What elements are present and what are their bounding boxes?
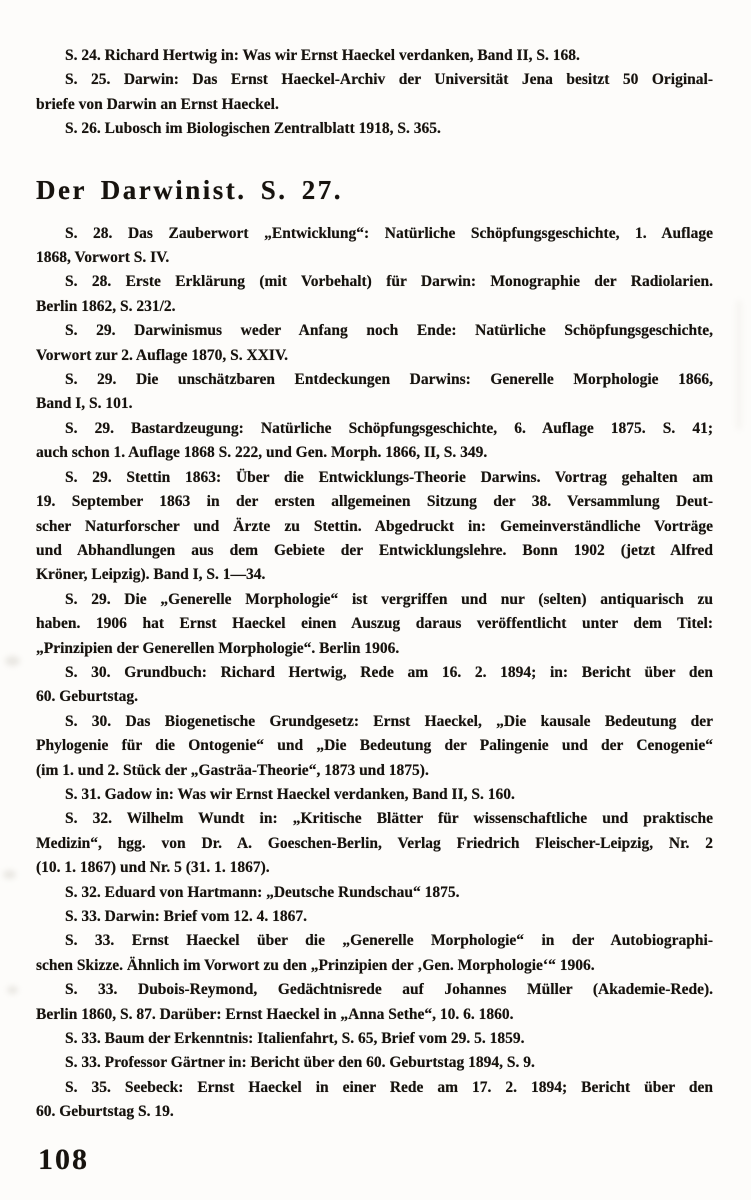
note-entry: [36, 117, 713, 141]
scan-artifact: [7, 986, 18, 994]
note-entry: [36, 368, 713, 417]
note-line: 19. September 1863 in der ersten allgemeinen Sitzung der 38. Versammlung Deut-: [36, 493, 713, 511]
note-line: und Abhandlungen aus dem Gebiete der Entwicklungslehre. Bonn 1902 (jetzt Alfred: [36, 541, 713, 559]
note-entry: [36, 929, 713, 978]
note-line: S. 30. Grundbuch: Richard Hertwig, Rede am 16. 2. 1894; in: Bericht über den: [65, 663, 713, 681]
note-line: 60. Geburtstag S. 19.: [36, 1103, 174, 1121]
note-line: haben. 1906 hat Ernst Haeckel einen Auszug daraus veröffentlicht unter dem Titel:: [36, 615, 713, 633]
note-entry: [36, 661, 713, 710]
note-line: „Prinzipien der Generellen Morphologie“. Berlin 1906.: [36, 639, 400, 657]
note-line: (10. 1. 1867) und Nr. 5 (31. 1. 1867).: [36, 859, 270, 877]
note-line: S. 25. Darwin: Das Ernst Haeckel-Archiv der Universität Jena besitzt 50 Original-: [65, 71, 713, 89]
note-entry: [36, 44, 713, 68]
note-entry: [36, 1051, 713, 1075]
note-line: S. 33. Ernst Haeckel über die „Generelle Morphologie“ in der Autobiographi-: [65, 932, 713, 950]
note-line: scher Naturforscher und Ärzte zu Stettin. Abgedruckt in: Gemeinverständliche Vorträge: [36, 517, 713, 535]
note-entry: [36, 1027, 713, 1051]
note-line: S. 30. Das Biogenetische Grundgesetz: Ernst Haeckel, „Die kausale Bedeutung der: [65, 712, 713, 730]
note-line: Berlin 1862, S. 231/2.: [36, 297, 176, 315]
note-entry: [36, 1076, 713, 1125]
note-line: Medizin“, hgg. von Dr. A. Goeschen-Berlin, Verlag Friedrich Fleischer-Leipzig, Nr. 2: [36, 834, 713, 852]
notes-section: [36, 222, 713, 1125]
note-entry: [36, 588, 713, 661]
note-entry: [36, 222, 713, 271]
note-line: S. 28. Das Zauberwort „Entwicklung“: Natürliche Schöpfungsgeschichte, 1. Auflage: [65, 224, 713, 242]
top-notes-section: [36, 44, 713, 142]
note-line: (im 1. und 2. Stück der „Gasträa-Theorie“, 1873 und 1875).: [36, 761, 429, 779]
note-line: Phylogenie für die Ontogenie“ und „Die Bedeutung der Palingenie und der Cenogenie“: [36, 737, 713, 755]
note-line: S. 29. Darwinismus weder Anfang noch Ende: Natürliche Schöpfungsgeschichte,: [65, 322, 713, 340]
note-line: S. 35. Seebeck: Ernst Haeckel in einer Rede am 17. 2. 1894; Bericht über den: [65, 1078, 713, 1096]
note-line: S. 29. Bastardzeugung: Natürliche Schöpfungsgeschichte, 6. Auflage 1875. S. 41;: [65, 419, 713, 437]
note-entry: [36, 466, 713, 588]
note-line: auch schon 1. Auflage 1868 S. 222, und Gen. Morph. 1866, II, S. 349.: [36, 444, 488, 462]
note-line: S. 29. Die unschätzbaren Entdeckungen Darwins: Generelle Morphologie 1866,: [65, 371, 713, 389]
note-entry: [36, 710, 713, 783]
note-line: S. 32. Wilhelm Wundt in: „Kritische Blätter für wissenschaftliche und praktische: [65, 810, 713, 828]
note-line: S. 33. Dubois-Reymond, Gedächtnisrede auf Johannes Müller (Akademie-Rede).: [65, 981, 713, 999]
page-number: 108: [38, 1142, 89, 1176]
note-line: Berlin 1860, S. 87. Darüber: Ernst Haeckel in „Anna Sethe“, 10. 6. 1860.: [36, 1005, 514, 1023]
note-line: S. 33. Darwin: Brief vom 12. 4. 1867.: [65, 908, 307, 925]
note-entry: [36, 68, 713, 117]
note-line: S. 31. Gadow in: Was wir Ernst Haeckel verdanken, Band II, S. 160.: [65, 785, 515, 803]
note-entry: [36, 807, 713, 880]
note-line: S. 26. Lubosch im Biologischen Zentralblatt 1918, S. 365.: [65, 120, 441, 138]
note-entry: [36, 905, 713, 929]
note-line: S. 29. Stettin 1863: Über die Entwicklungs-Theorie Darwins. Vortrag gehalten am: [65, 468, 713, 486]
note-entry: [36, 978, 713, 1027]
scan-artifact: [3, 870, 16, 879]
scan-artifact: [5, 656, 20, 666]
note-line: S. 28. Erste Erklärung (mit Vorbehalt) für Darwin: Monographie der Radiolarien.: [65, 273, 713, 291]
note-line: S. 33. Baum der Erkenntnis: Italienfahrt, S. 65, Brief vom 29. 5. 1859.: [65, 1030, 525, 1048]
scan-artifact: [736, 300, 742, 430]
note-line: 1868, Vorwort S. IV.: [36, 249, 170, 267]
note-entry: [36, 417, 713, 466]
note-line: S. 32. Eduard von Hartmann: „Deutsche Rundschau“ 1875.: [65, 883, 460, 901]
note-line: 60. Geburtstag.: [36, 688, 139, 706]
note-entry: [36, 881, 713, 905]
note-entry: [36, 783, 713, 807]
note-line: Band I, S. 101.: [36, 395, 133, 413]
note-line: Vorwort zur 2. Auflage 1870, S. XXIV.: [36, 346, 289, 364]
note-line: schen Skizze. Ähnlich im Vorwort zu den „Prinzipien der ‚Gen. Morphologie‘“ 1906.: [36, 956, 595, 974]
note-line: S. 29. Die „Generelle Morphologie“ ist vergriffen und nur (selten) antiquarisch zu: [65, 590, 713, 608]
note-line: Kröner, Leipzig). Band I, S. 1—34.: [36, 566, 266, 584]
note-line: briefe von Darwin an Ernst Haeckel.: [36, 95, 279, 113]
note-line: S. 33. Professor Gärtner in: Bericht über den 60. Geburtstag 1894, S. 9.: [65, 1054, 535, 1072]
note-entry: [36, 270, 713, 319]
section-heading: Der Darwinist. S. 27.: [36, 174, 343, 205]
note-entry: [36, 319, 713, 368]
note-line: S. 24. Richard Hertwig in: Was wir Ernst Haeckel verdanken, Band II, S. 168.: [65, 47, 580, 64]
